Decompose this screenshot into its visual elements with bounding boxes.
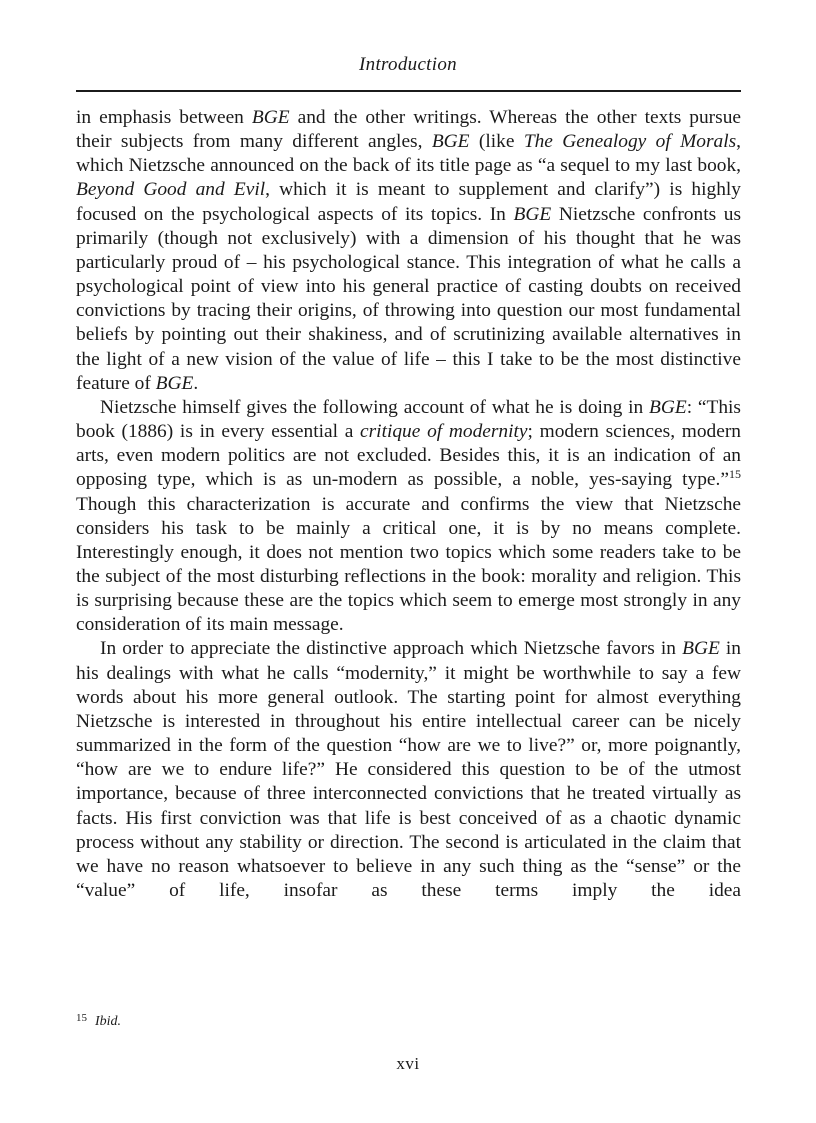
title-abbrev: BGE bbox=[649, 396, 687, 418]
paragraph-2: Nietzsche himself gives the following account of what he is doing in BGE: “This book (1886) is in every essential a critique of modernity; modern sciences, modern arts, even modern politics are not excluded. Besides this, it is an indication of an opposing type, which is as un-modern as possible, a noble, yes-saying type.”$^{15}$ Though this characterization is accurate and confirms the view that Nietzsche considers his task to be mainly a critical one, it is by no means complete. Interestingly enough, it does not mention two topics which some readers take to be the subject of the most disturbing reflections in the book: morality and religion. This is surprising because these are the topics which seem to emerge most strongly in any consideration of its main message. bbox=[76, 396, 741, 636]
paragraph-1: in emphasis between BGE and the other writings. Whereas the other texts pursue their subjects from many different angles, BGE (like The Genealogy of Morals, which Nietzsche announced on the back of its title page as “a sequel to my last book, Beyond Good and Evil, which it is meant to supplement and clarify”) is highly focused on the psychological aspects of its topics. In BGE Nietzsche confronts us primarily (though not exclusively) with a dimension of his thought that he was particularly proud of – his psychological stance. This integration of what he calls a psychological point of view into his general practice of casting doubts on received convictions by tracing their origins, of throwing into question our most fundamental beliefs by pointing out their shakiness, and of scrutinizing available alternatives in the light of a new vision of the value of life – this I take to be the most distinctive feature of BGE. bbox=[76, 107, 742, 394]
page-number: xvi bbox=[396, 1054, 420, 1073]
footnote-mark: 15 bbox=[76, 1012, 87, 1024]
title-abbrev: BGE bbox=[513, 203, 552, 225]
book-title: The Genealogy of Morals bbox=[523, 131, 737, 153]
footnote-reference[interactable]: 15 bbox=[729, 467, 741, 482]
body-text bbox=[76, 106, 741, 903]
title-abbrev: BGE bbox=[155, 372, 194, 394]
running-head-title: Introduction bbox=[359, 54, 457, 75]
title-abbrev: BGE bbox=[682, 638, 720, 660]
header-rule bbox=[76, 90, 741, 92]
title-abbrev: BGE bbox=[251, 107, 290, 128]
book-title: Beyond Good and Evil bbox=[76, 179, 266, 201]
footnote bbox=[76, 1012, 741, 1030]
emphasis-phrase: critique of modernity bbox=[360, 421, 528, 443]
paragraph-3: In order to appreciate the distinctive approach which Nietzsche favors in BGE in his dealings with what he calls “modernity,” it might be worthwhile to say a few words about his more general outlook. The starting point for almost everything Nietzsche is interested in throughout his entire intellectual career can be nicely summarized in the form of the question “how are we to live?” or, more poignantly, “how are we to endure life?” He considered this question to be of the utmost importance, because of three interconnected convictions that he treated virtually as facts. His first conviction was that life is best conceived of as a chaotic dynamic process without any stability or direction. The second is articulated in the claim that we have no reason whatsoever to believe in any such thing as the “sense” or the “value” of life, insofar as these terms imply the idea bbox=[76, 638, 742, 901]
footnote-text: Ibid. bbox=[95, 1014, 122, 1029]
title-abbrev: BGE bbox=[431, 131, 470, 153]
